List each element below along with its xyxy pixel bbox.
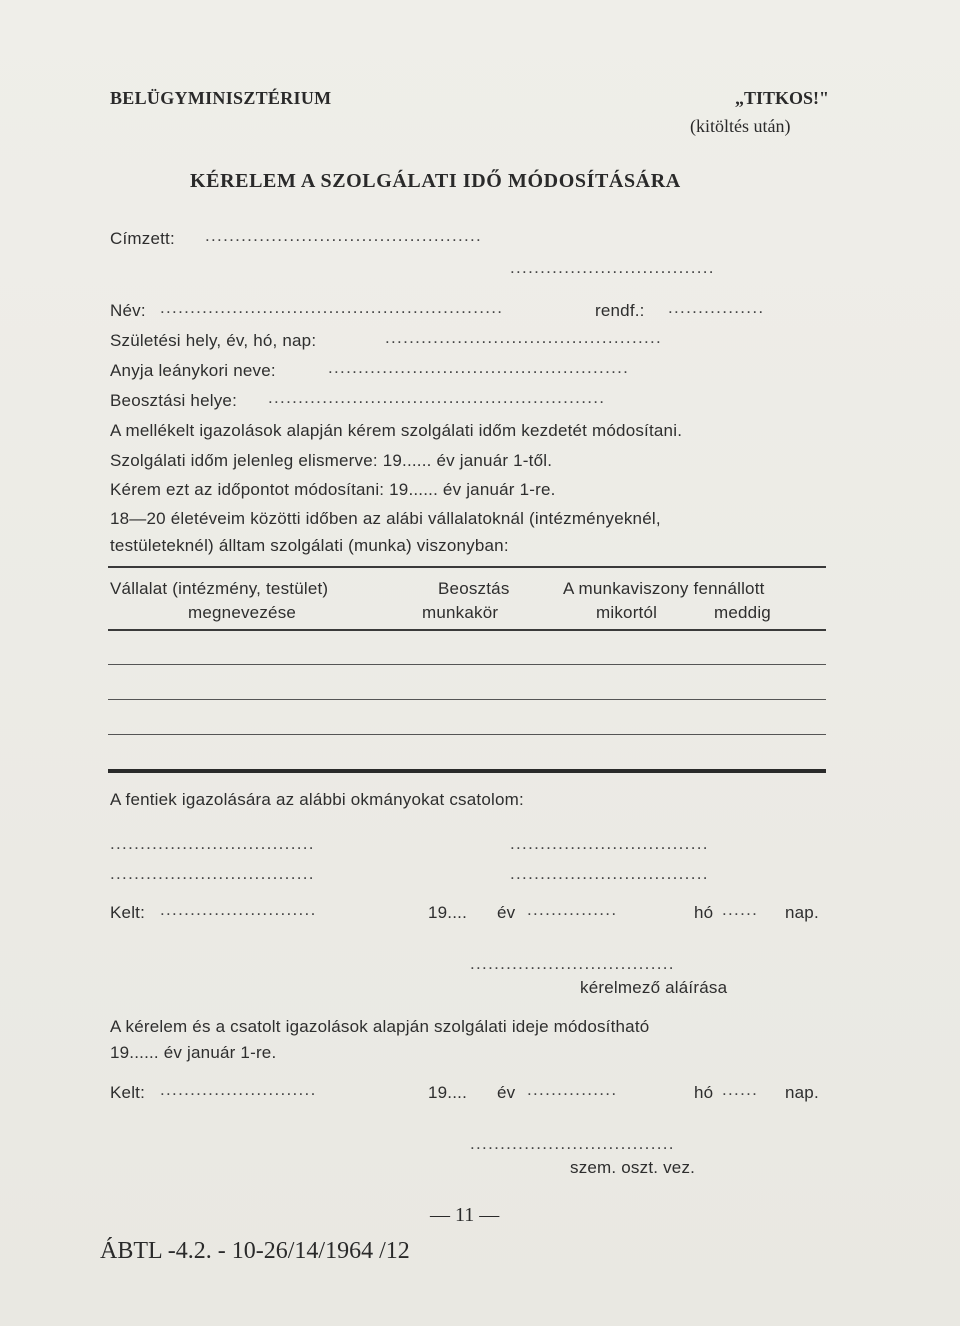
- document-title: KÉRELEM A SZOLGÁLATI IDŐ MÓDOSÍTÁSÁRA: [190, 170, 681, 192]
- body-line-4: 18—20 életéveim közötti időben az alábi vállalatoknál (intézményeknél,: [110, 509, 661, 528]
- classification-note: (kitöltés után): [690, 116, 791, 136]
- attachments-dots-left-2: ..................................: [110, 864, 315, 883]
- birth-label: Születési hely, év, hó, nap:: [110, 331, 317, 350]
- date1-ho: hó: [694, 903, 714, 922]
- attachments-dots-left-1: ..................................: [110, 834, 315, 853]
- table-col3-header: A munkaviszony fennállott: [563, 579, 765, 598]
- date2-nap: nap.: [785, 1083, 819, 1102]
- recipient-label: Címzett:: [110, 229, 175, 248]
- body-line-1: A mellékelt igazolások alapján kérem szolgálati időm kezdetét módosítani.: [110, 421, 683, 440]
- table-top-rule: [108, 566, 826, 568]
- ministry-header: BELÜGYMINISZTÉRIUM: [110, 88, 332, 108]
- recipient-dots-2: ..................................: [510, 258, 715, 277]
- post-label: Beosztási helye:: [110, 391, 237, 410]
- table-bottom-rule: [108, 769, 826, 773]
- date1-dots-a: ..........................: [160, 900, 317, 919]
- date1-dots-b: ...............: [527, 900, 618, 919]
- body-line-3: Kérem ezt az időpontot módosítani: 19...... év január 1-re.: [110, 480, 556, 499]
- rank-dots: ................: [668, 298, 765, 317]
- attachments-dots-right-1: .................................: [510, 834, 709, 853]
- page-number: — 11 —: [430, 1204, 500, 1226]
- mother-name-label: Anyja leánykori neve:: [110, 361, 276, 380]
- table-col3-to: meddig: [714, 603, 771, 622]
- date2-label: Kelt:: [110, 1083, 146, 1102]
- table-col2-header-1: Beosztás: [438, 579, 510, 598]
- decision-line-2: 19...... év január 1-re.: [110, 1043, 277, 1062]
- table-col1-header-1: Vállalat (intézmény, testület): [110, 579, 329, 598]
- date2-dots-a: ..........................: [160, 1080, 317, 1099]
- name-dots: .........................................................: [160, 298, 504, 317]
- signature1-dots: ..................................: [470, 954, 675, 973]
- table-col3-from: mikortól: [596, 603, 658, 622]
- date1-dots-c: ......: [722, 900, 759, 919]
- date2-ho: hó: [694, 1083, 714, 1102]
- signature2-label: szem. oszt. vez.: [570, 1158, 696, 1177]
- attachments-label: A fentiek igazolására az alábbi okmányokat csatolom:: [110, 790, 524, 809]
- post-dots: ........................................................: [268, 388, 606, 407]
- name-label: Név:: [110, 301, 146, 320]
- body-line-2: Szolgálati időm jelenleg elismerve: 19...... év január 1-től.: [110, 451, 553, 470]
- decision-line-1: A kérelem és a csatolt igazolások alapján szolgálati ideje módosítható: [110, 1017, 650, 1036]
- date2-dots-b: ...............: [527, 1080, 618, 1099]
- table-row-rule-2: [108, 699, 826, 700]
- date1-ev: év: [497, 903, 516, 922]
- mother-name-dots: ..................................................: [328, 358, 630, 377]
- date2-ev: év: [497, 1083, 516, 1102]
- rank-label: rendf.:: [595, 301, 645, 320]
- signature2-dots: ..................................: [470, 1134, 675, 1153]
- table-row-rule-1: [108, 664, 826, 665]
- archive-reference: ÁBTL -4.2. - 10-26/14/1964 /12: [100, 1238, 410, 1264]
- date2-year: 19....: [428, 1083, 468, 1102]
- date1-label: Kelt:: [110, 903, 146, 922]
- signature1-label: kérelmező aláírása: [580, 978, 728, 997]
- attachments-dots-right-2: .................................: [510, 864, 709, 883]
- recipient-dots-1: ..............................................: [205, 226, 483, 245]
- date2-dots-c: ......: [722, 1080, 759, 1099]
- birth-dots: ..............................................: [385, 328, 663, 347]
- table-col1-header-2: megnevezése: [188, 603, 297, 622]
- date1-nap: nap.: [785, 903, 819, 922]
- table-col2-header-2: munkakör: [422, 603, 499, 622]
- table-row-rule-3: [108, 734, 826, 735]
- date1-year: 19....: [428, 903, 468, 922]
- table-header-rule: [108, 629, 826, 631]
- body-line-5: testületeknél) álltam szolgálati (munka) viszonyban:: [110, 536, 509, 555]
- classification-mark: „TITKOS!": [735, 88, 830, 108]
